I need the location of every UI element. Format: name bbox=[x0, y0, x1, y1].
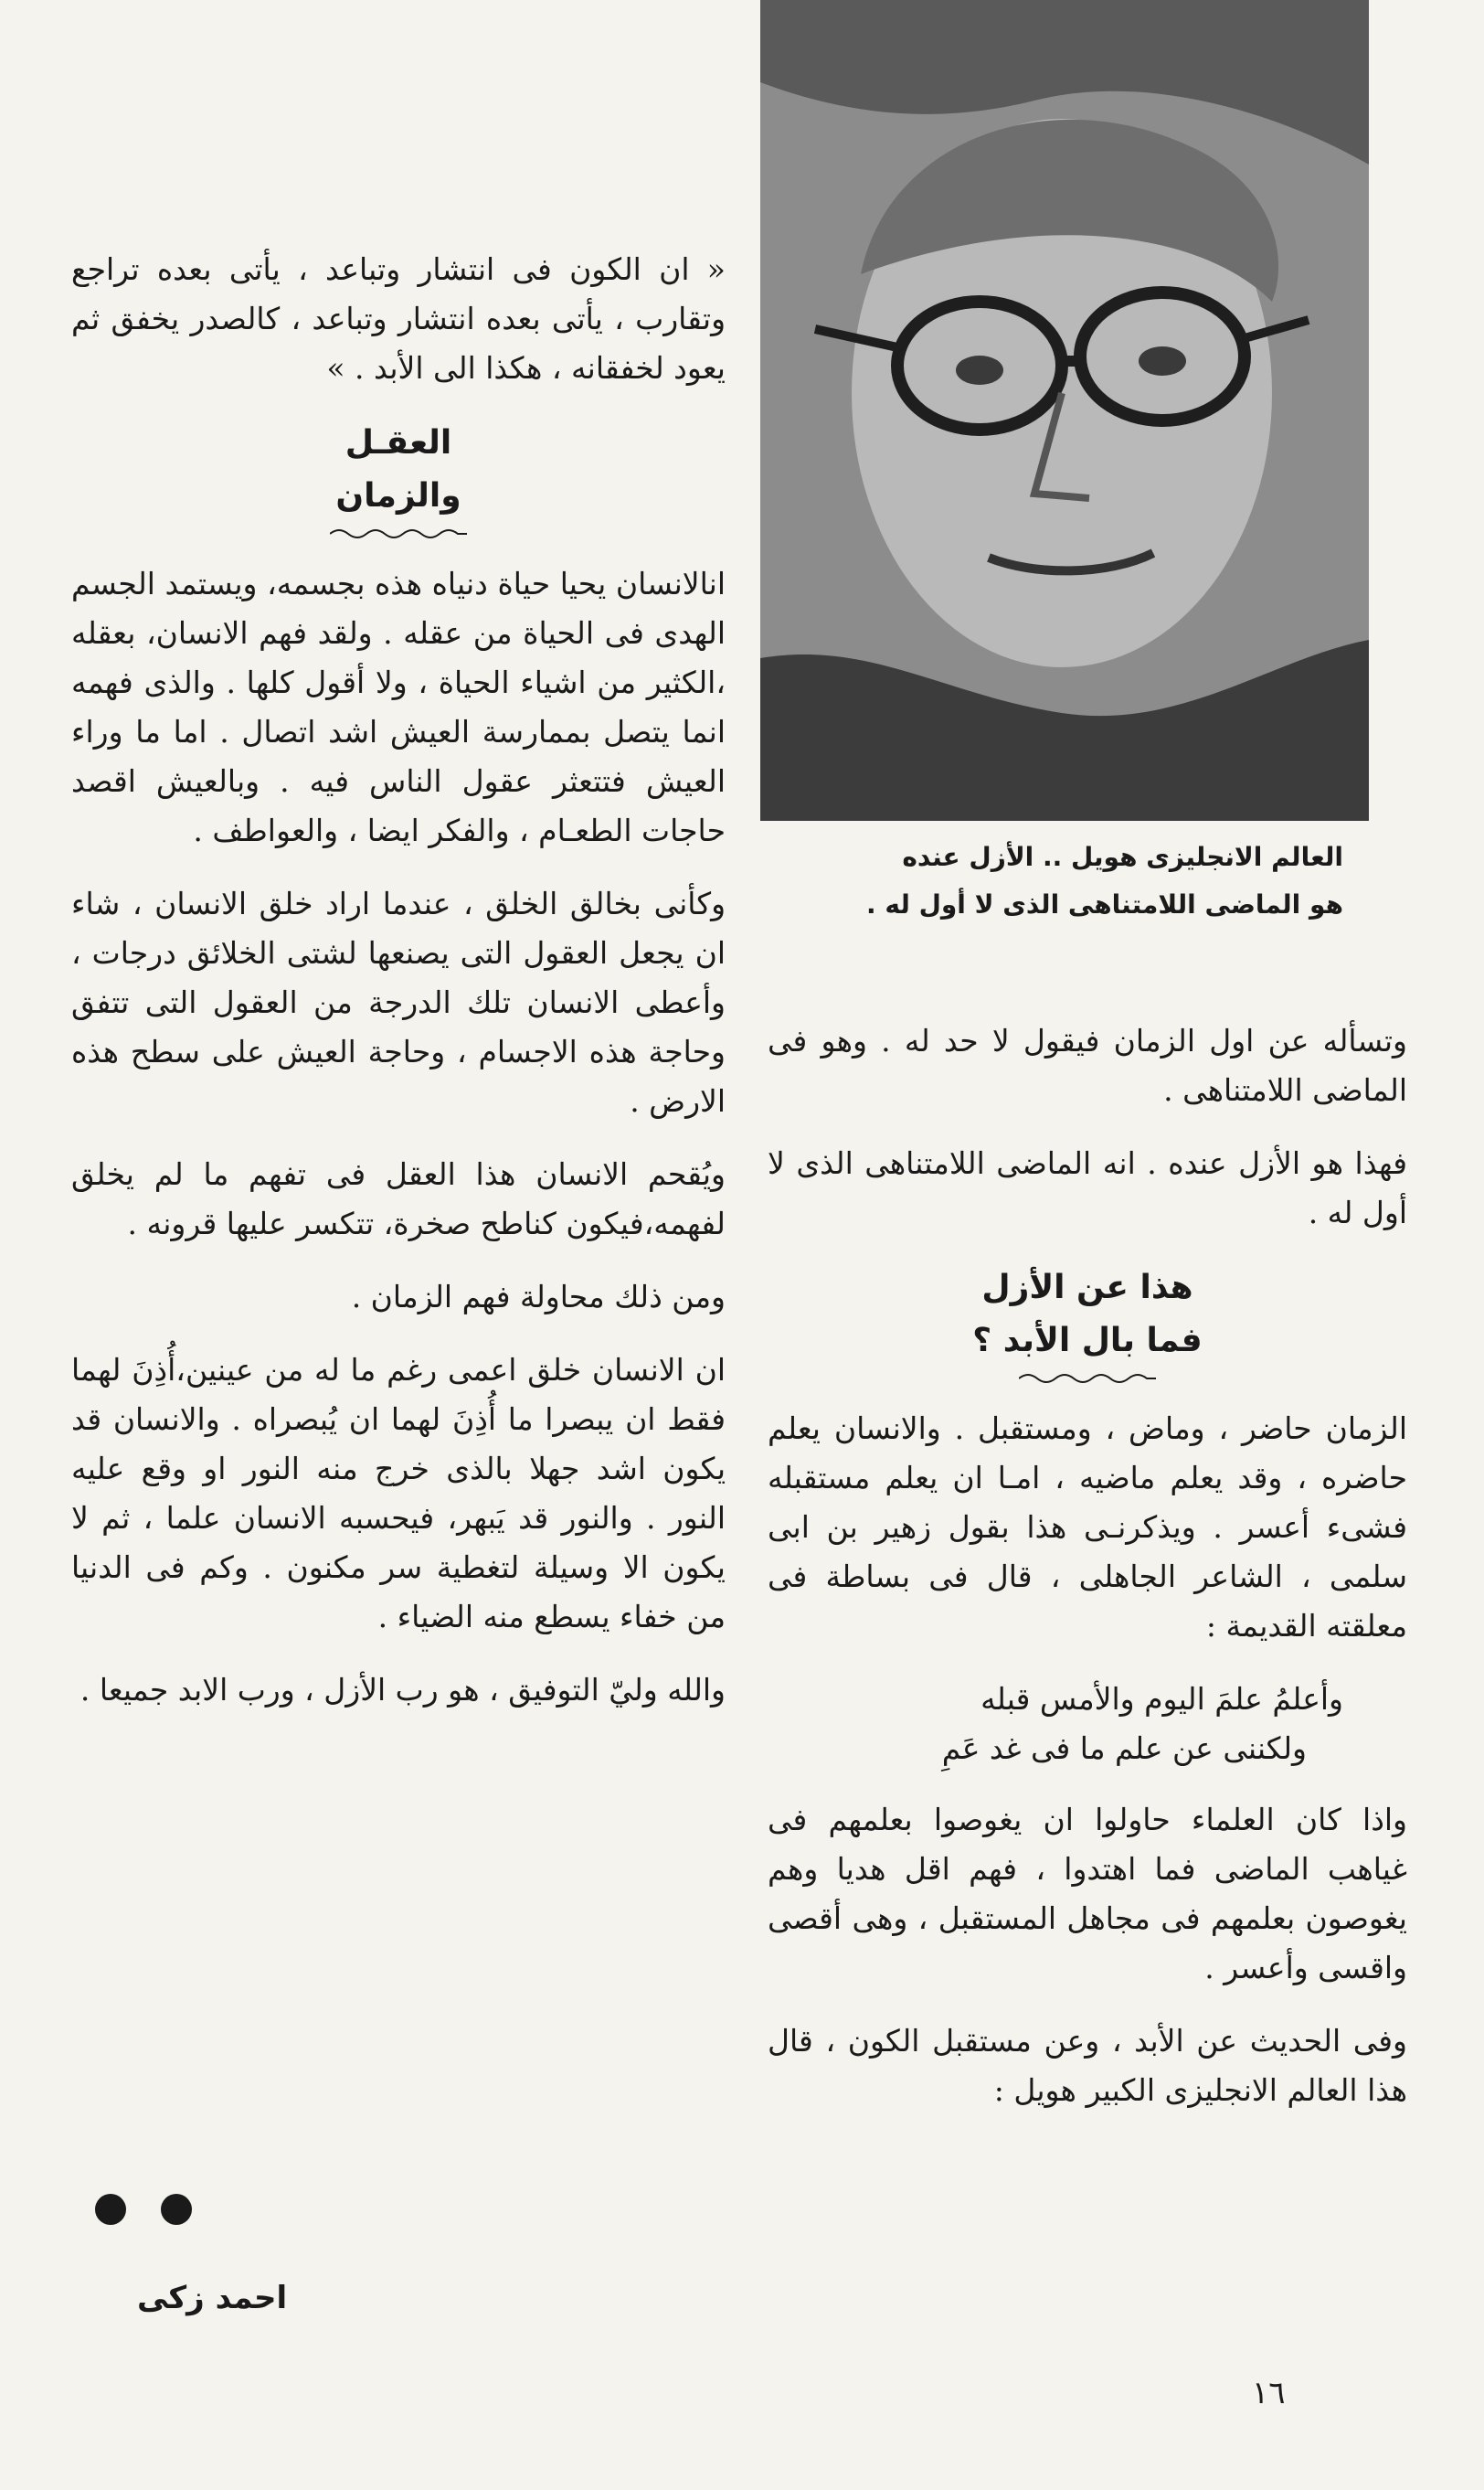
body-paragraph: وتسأله عن اول الزمان فيقول لا حد له . وهو فى الماضى اللامتناهى . bbox=[768, 1023, 1407, 1108]
body-paragraph: انالانسان يحيا حياة دنياه هذه بجسمه، ويستمد الجسم الهدى فى الحياة من عقله . ولقد فهم الانسان، بعقله ،الكثير من اشياء الحياة ، ولا أقول كلها . والذى فهمه انما يتصل بممارسة العيش اشد اتصال . اما ما وراء العيش فتتعثر عقول الناس فيه . وبالعيش اقصد حاجات الطعـام ، والفكر ايضا ، والعواطف . bbox=[71, 566, 726, 848]
body-paragraph: ومن ذلك محاولة فهم الزمان . bbox=[351, 1279, 726, 1314]
heading-line: العقـل bbox=[344, 424, 452, 462]
poem-verse bbox=[768, 1675, 1407, 1773]
body-paragraph: ان الانسان خلق اعمى رغم ما له من عينين،أُذِنَ لهما فقط ان يبصرا ما أُذِنَ لهما ان يُبصراه . والانسان قد يكون اشد جهلا بالذى خرج منه النور او وقع عليه النور . والنور قد يَبهر، فيحسبه الانسان علما ، ثم لا يكون الا وسيلة لتغطية سر مكنون . وكم فى الدنيا من خفاء يسطع منه الضياء . bbox=[71, 1352, 726, 1634]
body-paragraph: الزمان حاضر ، وماض ، ومستقبل . والانسان يعلم حاضره ، وقد يعلم ماضيه ، امـا ان يعلم مستقبله فشىء أعسر . ويذكرنـى هذا بقول زهير بن ابى سلمى ، الشاعر الجاهلى ، قال فى بساطة فى معلقته القديمة : bbox=[768, 1410, 1407, 1644]
heading-ornament bbox=[330, 527, 467, 541]
heading-line: والزمان bbox=[335, 477, 461, 515]
closing-paragraph: والله وليّ التوفيق ، هو رب الأزل ، ورب الابد جميعا . bbox=[80, 1672, 726, 1708]
heading-line: فما بال الأبد ؟ bbox=[972, 1322, 1203, 1359]
portrait-photo bbox=[760, 0, 1369, 821]
end-dot bbox=[161, 2194, 192, 2225]
heading-ornament bbox=[1019, 1371, 1156, 1386]
body-paragraph: فهذا هو الأزل عنده . انه الماضى اللامتناهى الذى لا أول له . bbox=[768, 1145, 1407, 1230]
body-paragraph: وكأنى بخالق الخلق ، عندما اراد خلق الانسان ، شاء ان يجعل العقول التى يصنعها لشتى الخلائق درجات ، وأعطى الانسان تلك الدرجة من العقول التى تتفق وحاجة هذه الاجسام ، وحاجة العيش على سطح هذه الارض . bbox=[71, 886, 726, 1119]
portrait-illustration bbox=[760, 0, 1369, 821]
author-name: احمد زكى bbox=[137, 2280, 288, 2316]
caption-line: هو الماضى اللامتناهى الذى لا أول له . bbox=[865, 889, 1343, 920]
verse-line: وأعلمُ علمَ اليوم والأمس قبله bbox=[980, 1681, 1343, 1717]
opening-quote: « ان الكون فى انتشار وتباعد ، يأتى بعده تراجع وتقارب ، يأتى بعده انتشار وتباعد ، كالصدر يخفق ثم يعود لخفقانه ، هكذا الى الأبد . » bbox=[71, 251, 726, 386]
verse-line: ولكننى عن علم ما فى غد عَمِ bbox=[941, 1730, 1307, 1766]
body-paragraph: وفى الحديث عن الأبد ، وعن مستقبل الكون ، قال هذا العالم الانجليزى الكبير هويل : bbox=[768, 2023, 1407, 2108]
left-column bbox=[71, 245, 726, 1739]
end-mark bbox=[95, 2194, 205, 2230]
page-number: ١٦ bbox=[1252, 2375, 1286, 2411]
right-column bbox=[768, 1016, 1407, 2139]
caption-line: العالم الانجليزى هويل .. الأزل عنده bbox=[902, 842, 1343, 872]
body-paragraph: ويُقحم الانسان هذا العقل فى تفهم ما لم يخلق لفهمه،فيكون كناطح صخرة، تتكسر عليها قرونه . bbox=[71, 1156, 726, 1241]
photo-caption bbox=[777, 834, 1343, 929]
section-heading bbox=[768, 1261, 1407, 1367]
heading-line: هذا عن الأزل bbox=[981, 1269, 1193, 1306]
end-dot bbox=[95, 2194, 126, 2225]
section-heading bbox=[71, 417, 726, 523]
body-paragraph: واذا كان العلماء حاولوا ان يغوصوا بعلمهم فى غياهب الماضى فما اهتدوا ، فهم اقل هديا وهم يغوصون بعلمهم فى مجاهل المستقبل ، وهى أقصى واقسى وأعسر . bbox=[768, 1802, 1407, 1985]
